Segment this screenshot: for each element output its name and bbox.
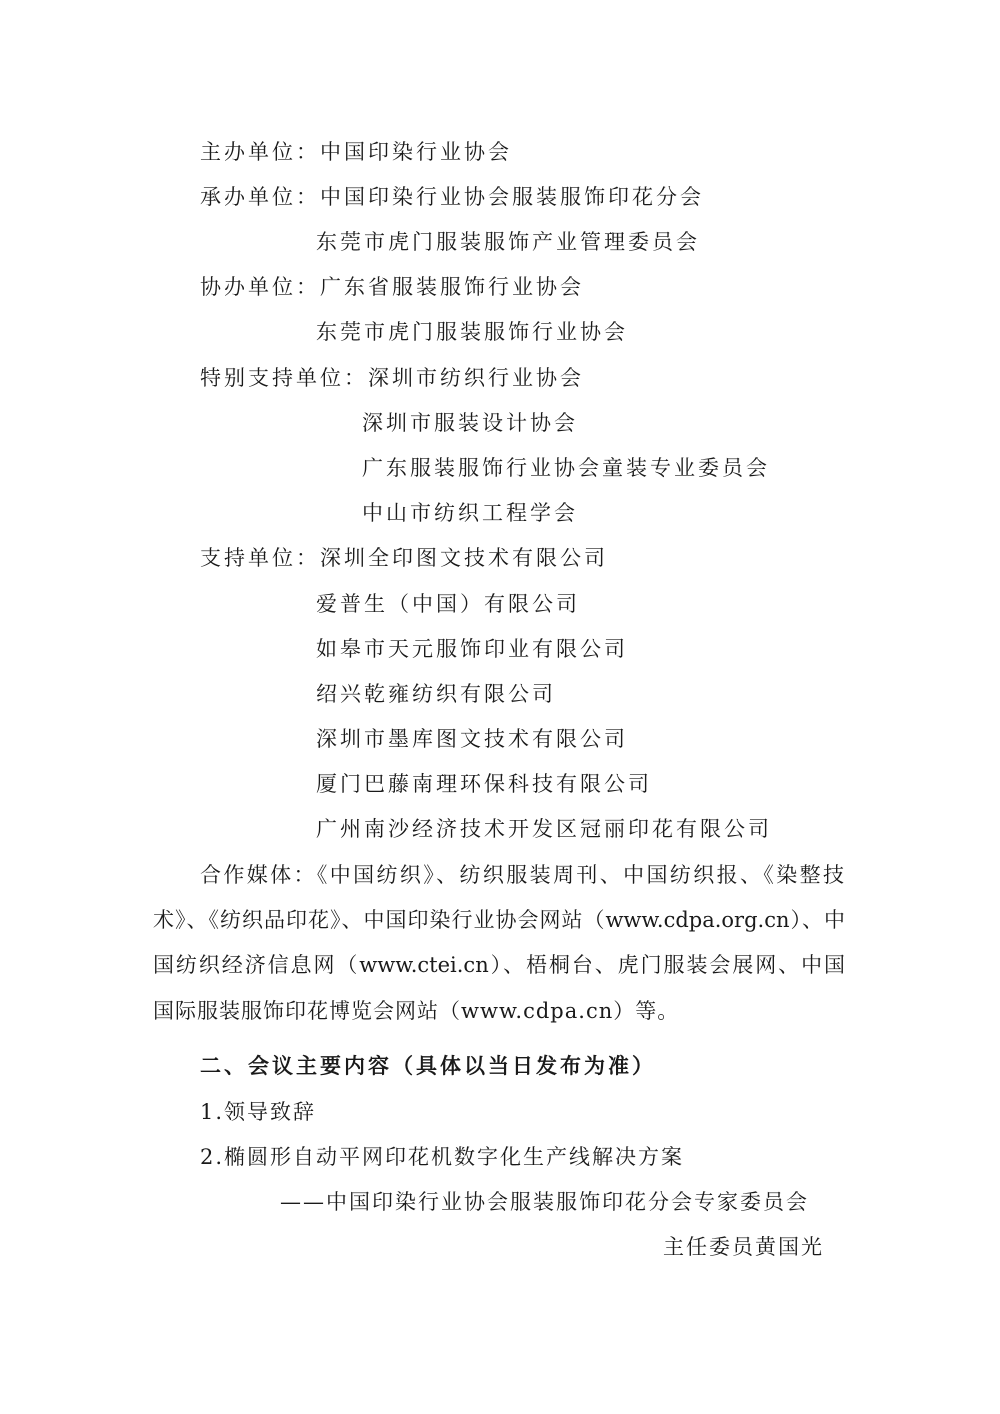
- special-support-label: 特别支持单位：: [200, 366, 368, 390]
- special-supporter-name: 中山市纺织工程学会: [362, 501, 578, 525]
- media-line: 国纺织经济信息网（www.ctei.cn）、梧桐台、虎门服装会展网、中国: [153, 953, 845, 977]
- agenda-item: 1.领导致辞: [200, 1100, 317, 1124]
- co-organizer-name: 广东省服装服饰行业协会: [320, 275, 584, 299]
- supporter-name: 厦门巴藤南理环保科技有限公司: [316, 772, 652, 796]
- organizer-name: 东莞市虎门服装服饰产业管理委员会: [316, 230, 700, 254]
- host-label: 主办单位：: [200, 140, 320, 164]
- co-organizer-label: 协办单位：: [200, 275, 320, 299]
- co-organizer-row: [200, 272, 584, 302]
- supporter-name: 广州南沙经济技术开发区冠丽印花有限公司: [316, 817, 772, 841]
- media-line: 国际服装服饰印花博览会网站（www.cdpa.cn）等。: [153, 999, 680, 1023]
- co-organizer-name: 东莞市虎门服装服饰行业协会: [316, 320, 628, 344]
- supporter-name: 如皋市天元服饰印业有限公司: [316, 637, 628, 661]
- section-heading: 二、会议主要内容（具体以当日发布为准）: [200, 1053, 656, 1078]
- media-line: 术》、《纺织品印花》、中国印染行业协会网站（www.cdpa.org.cn）、中: [153, 908, 845, 932]
- special-supporter-name: 深圳市纺织行业协会: [368, 366, 584, 390]
- organizer-row: [200, 182, 704, 212]
- support-row: [200, 543, 608, 573]
- speaker-affiliation: ——中国印染行业协会服装服饰印花分会专家委员会: [280, 1190, 809, 1214]
- host-name: 中国印染行业协会: [320, 140, 512, 164]
- supporter-name: 深圳市墨库图文技术有限公司: [316, 727, 628, 751]
- host-row: [200, 137, 512, 167]
- special-supporter-name: 广东服装服饰行业协会童装专业委员会: [362, 456, 770, 480]
- support-label: 支持单位：: [200, 546, 320, 570]
- supporter-name: 爱普生（中国）有限公司: [316, 592, 580, 616]
- media-line: 合作媒体：《中国纺织》、纺织服装周刊、中国纺织报、《染整技: [200, 863, 845, 887]
- organizer-label: 承办单位：: [200, 185, 320, 209]
- organizer-name: 中国印染行业协会服装服饰印花分会: [320, 185, 704, 209]
- special-supporter-name: 深圳市服装设计协会: [362, 411, 578, 435]
- agenda-item: 2.椭圆形自动平网印花机数字化生产线解决方案: [200, 1145, 685, 1169]
- supporter-name: 绍兴乾雍纺织有限公司: [316, 682, 556, 706]
- supporter-name: 深圳全印图文技术有限公司: [320, 546, 608, 570]
- speaker-name: 主任委员黄国光: [663, 1235, 824, 1259]
- special-support-row: [200, 363, 584, 393]
